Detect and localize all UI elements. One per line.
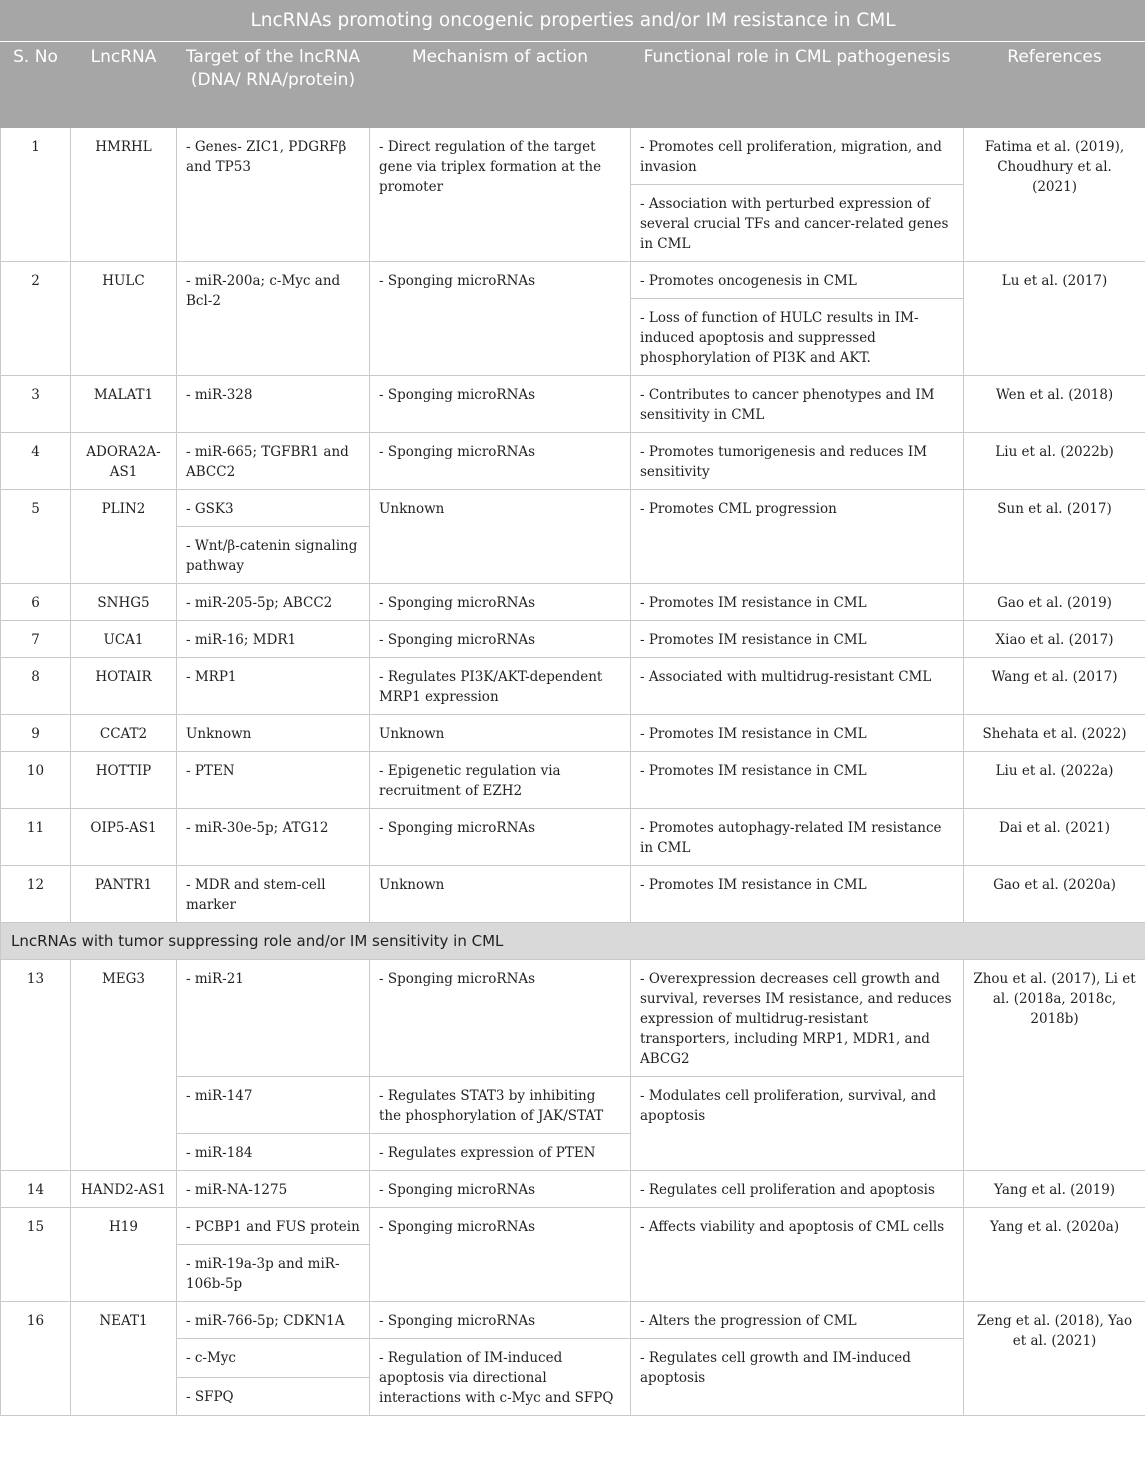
cell-ref: Wen et al. (2018) bbox=[964, 376, 1145, 433]
cell-lncrna: H19 bbox=[71, 1208, 177, 1302]
table-row bbox=[1, 866, 1145, 923]
cell-role: - Contributes to cancer phenotypes and IM sensitivity in CML bbox=[631, 376, 964, 433]
cell-lncrna: HMRHL bbox=[71, 128, 177, 262]
cell-ref: Gao et al. (2019) bbox=[964, 584, 1145, 621]
cell-sno: 16 bbox=[1, 1302, 71, 1416]
cell-role: - Promotes cell proliferation, migration, and invasion bbox=[631, 128, 964, 185]
cell-mechanism: - Sponging microRNAs bbox=[370, 1208, 631, 1302]
cell-role: - Regulates cell proliferation and apoptosis bbox=[631, 1171, 964, 1208]
cell-role: - Association with perturbed expression of several crucial TFs and cancer-related genes in CML bbox=[631, 185, 964, 262]
cell-lncrna: PANTR1 bbox=[71, 866, 177, 923]
cell-target: - miR-30e-5p; ATG12 bbox=[177, 809, 370, 866]
cell-role: - Promotes CML progression bbox=[631, 490, 964, 584]
cell-sno: 2 bbox=[1, 262, 71, 376]
table-row bbox=[1, 1171, 1145, 1208]
table-row bbox=[1, 262, 1145, 299]
cell-mechanism: - Sponging microRNAs bbox=[370, 376, 631, 433]
cell-role: - Alters the progression of CML bbox=[631, 1302, 964, 1339]
cell-target: - Genes- ZIC1, PDGRFβ and TP53 bbox=[177, 128, 370, 262]
table-row bbox=[1, 752, 1145, 809]
cell-ref: Shehata et al. (2022) bbox=[964, 715, 1145, 752]
cell-target: - miR-19a-3p and miR-106b-5p bbox=[177, 1245, 370, 1302]
cell-sno: 3 bbox=[1, 376, 71, 433]
table-row bbox=[1, 490, 1145, 527]
cell-lncrna: PLIN2 bbox=[71, 490, 177, 584]
cell-target: - miR-21 bbox=[177, 960, 370, 1077]
cell-sno: 6 bbox=[1, 584, 71, 621]
cell-lncrna: SNHG5 bbox=[71, 584, 177, 621]
cell-mechanism: - Regulates STAT3 by inhibiting the phosphorylation of JAK/STAT bbox=[370, 1077, 631, 1134]
cell-role: - Regulates cell growth and IM-induced apoptosis bbox=[631, 1339, 964, 1416]
table-row bbox=[1, 621, 1145, 658]
cell-mechanism: Unknown bbox=[370, 866, 631, 923]
cell-target: - PTEN bbox=[177, 752, 370, 809]
cell-target: - miR-NA-1275 bbox=[177, 1171, 370, 1208]
cell-lncrna: UCA1 bbox=[71, 621, 177, 658]
cell-target: - Wnt/β-catenin signaling pathway bbox=[177, 527, 370, 584]
cell-target: - c-Myc bbox=[177, 1339, 370, 1378]
cell-mechanism: - Sponging microRNAs bbox=[370, 1171, 631, 1208]
cell-role: - Associated with multidrug-resistant CML bbox=[631, 658, 964, 715]
cell-lncrna: ADORA2A-AS1 bbox=[71, 433, 177, 490]
table-row bbox=[1, 715, 1145, 752]
cell-mechanism: - Sponging microRNAs bbox=[370, 262, 631, 376]
table-row bbox=[1, 128, 1145, 185]
cell-ref: Gao et al. (2020a) bbox=[964, 866, 1145, 923]
cell-sno: 8 bbox=[1, 658, 71, 715]
cell-sno: 13 bbox=[1, 960, 71, 1171]
header-refs: References bbox=[964, 42, 1145, 128]
cell-role: - Modulates cell proliferation, survival, and apoptosis bbox=[631, 1077, 964, 1171]
cell-role: - Promotes IM resistance in CML bbox=[631, 866, 964, 923]
cell-lncrna: CCAT2 bbox=[71, 715, 177, 752]
cell-mechanism: Unknown bbox=[370, 490, 631, 584]
cell-sno: 10 bbox=[1, 752, 71, 809]
table-row bbox=[1, 1208, 1145, 1245]
cell-mechanism: - Sponging microRNAs bbox=[370, 621, 631, 658]
cell-mechanism: - Direct regulation of the target gene via triplex formation at the promoter bbox=[370, 128, 631, 262]
cell-mechanism: - Regulates PI3K/AKT-dependent MRP1 expression bbox=[370, 658, 631, 715]
table-row bbox=[1, 376, 1145, 433]
cell-sno: 14 bbox=[1, 1171, 71, 1208]
cell-ref: Yang et al. (2019) bbox=[964, 1171, 1145, 1208]
header-mechanism: Mechanism of action bbox=[370, 42, 631, 128]
cell-mechanism: - Epigenetic regulation via recruitment of EZH2 bbox=[370, 752, 631, 809]
cell-mechanism: - Sponging microRNAs bbox=[370, 960, 631, 1077]
cell-target: - miR-16; MDR1 bbox=[177, 621, 370, 658]
cell-target: - miR-766-5p; CDKN1A bbox=[177, 1302, 370, 1339]
cell-mechanism: - Sponging microRNAs bbox=[370, 809, 631, 866]
table-row bbox=[1, 960, 1145, 1077]
section-heading: LncRNAs with tumor suppressing role and/or IM sensitivity in CML bbox=[1, 923, 1145, 960]
cell-lncrna: OIP5-AS1 bbox=[71, 809, 177, 866]
cell-mechanism: - Sponging microRNAs bbox=[370, 433, 631, 490]
cell-ref: Yang et al. (2020a) bbox=[964, 1208, 1145, 1302]
cell-lncrna: NEAT1 bbox=[71, 1302, 177, 1416]
cell-ref: Lu et al. (2017) bbox=[964, 262, 1145, 376]
cell-target: - miR-200a; c-Myc and Bcl-2 bbox=[177, 262, 370, 376]
table-row bbox=[1, 658, 1145, 715]
cell-role: - Affects viability and apoptosis of CML cells bbox=[631, 1208, 964, 1302]
cell-target: - MRP1 bbox=[177, 658, 370, 715]
header-role: Functional role in CML pathogenesis bbox=[631, 42, 964, 128]
table-title: LncRNAs promoting oncogenic properties and/or IM resistance in CML bbox=[1, 1, 1145, 42]
cell-role: - Promotes autophagy-related IM resistance in CML bbox=[631, 809, 964, 866]
header-target: Target of the lncRNA (DNA/ RNA/protein) bbox=[177, 42, 370, 128]
cell-sno: 7 bbox=[1, 621, 71, 658]
cell-target: - GSK3 bbox=[177, 490, 370, 527]
cell-ref: Zhou et al. (2017), Li et al. (2018a, 2018c, 2018b) bbox=[964, 960, 1145, 1171]
cell-target: - SFPQ bbox=[177, 1377, 370, 1416]
table-row bbox=[1, 809, 1145, 866]
cell-ref: Xiao et al. (2017) bbox=[964, 621, 1145, 658]
cell-mechanism: - Sponging microRNAs bbox=[370, 1302, 631, 1339]
cell-lncrna: MALAT1 bbox=[71, 376, 177, 433]
cell-target: - miR-147 bbox=[177, 1077, 370, 1134]
cell-ref: Zeng et al. (2018), Yao et al. (2021) bbox=[964, 1302, 1145, 1416]
cell-mechanism: - Sponging microRNAs bbox=[370, 584, 631, 621]
cell-role: - Promotes IM resistance in CML bbox=[631, 584, 964, 621]
cell-sno: 11 bbox=[1, 809, 71, 866]
cell-target: - miR-184 bbox=[177, 1134, 370, 1171]
cell-ref: Wang et al. (2017) bbox=[964, 658, 1145, 715]
cell-ref: Fatima et al. (2019), Choudhury et al. (2021) bbox=[964, 128, 1145, 262]
table-row bbox=[1, 433, 1145, 490]
table-row bbox=[1, 584, 1145, 621]
cell-role: - Overexpression decreases cell growth and survival, reverses IM resistance, and reduces expression of multidrug-resistant transporters, including MRP1, MDR1, and ABCG2 bbox=[631, 960, 964, 1077]
cell-role: - Loss of function of HULC results in IM-induced apoptosis and suppressed phosphorylation of PI3K and AKT. bbox=[631, 299, 964, 376]
cell-role: - Promotes IM resistance in CML bbox=[631, 715, 964, 752]
cell-role: - Promotes IM resistance in CML bbox=[631, 752, 964, 809]
cell-target: - miR-328 bbox=[177, 376, 370, 433]
cell-target: - miR-205-5p; ABCC2 bbox=[177, 584, 370, 621]
cell-sno: 15 bbox=[1, 1208, 71, 1302]
cell-sno: 12 bbox=[1, 866, 71, 923]
cell-ref: Liu et al. (2022a) bbox=[964, 752, 1145, 809]
cell-mechanism: - Regulation of IM-induced apoptosis via directional interactions with c-Myc and SFPQ bbox=[370, 1339, 631, 1416]
cell-sno: 9 bbox=[1, 715, 71, 752]
cell-target: - PCBP1 and FUS protein bbox=[177, 1208, 370, 1245]
table-row bbox=[1, 1302, 1145, 1339]
cell-lncrna: MEG3 bbox=[71, 960, 177, 1171]
cell-mechanism: Unknown bbox=[370, 715, 631, 752]
cell-lncrna: HULC bbox=[71, 262, 177, 376]
cell-sno: 1 bbox=[1, 128, 71, 262]
cell-ref: Dai et al. (2021) bbox=[964, 809, 1145, 866]
cell-mechanism: - Regulates expression of PTEN bbox=[370, 1134, 631, 1171]
cell-target: - miR-665; TGFBR1 and ABCC2 bbox=[177, 433, 370, 490]
header-lncrna: LncRNA bbox=[71, 42, 177, 128]
cell-sno: 4 bbox=[1, 433, 71, 490]
cell-target: - MDR and stem-cell marker bbox=[177, 866, 370, 923]
cell-role: - Promotes IM resistance in CML bbox=[631, 621, 964, 658]
cell-role: - Promotes tumorigenesis and reduces IM sensitivity bbox=[631, 433, 964, 490]
cell-role: - Promotes oncogenesis in CML bbox=[631, 262, 964, 299]
cell-lncrna: HOTAIR bbox=[71, 658, 177, 715]
header-sno: S. No bbox=[1, 42, 71, 128]
cell-lncrna: HOTTIP bbox=[71, 752, 177, 809]
cell-sno: 5 bbox=[1, 490, 71, 584]
cell-ref: Sun et al. (2017) bbox=[964, 490, 1145, 584]
cell-target: Unknown bbox=[177, 715, 370, 752]
cell-ref: Liu et al. (2022b) bbox=[964, 433, 1145, 490]
cell-lncrna: HAND2-AS1 bbox=[71, 1171, 177, 1208]
